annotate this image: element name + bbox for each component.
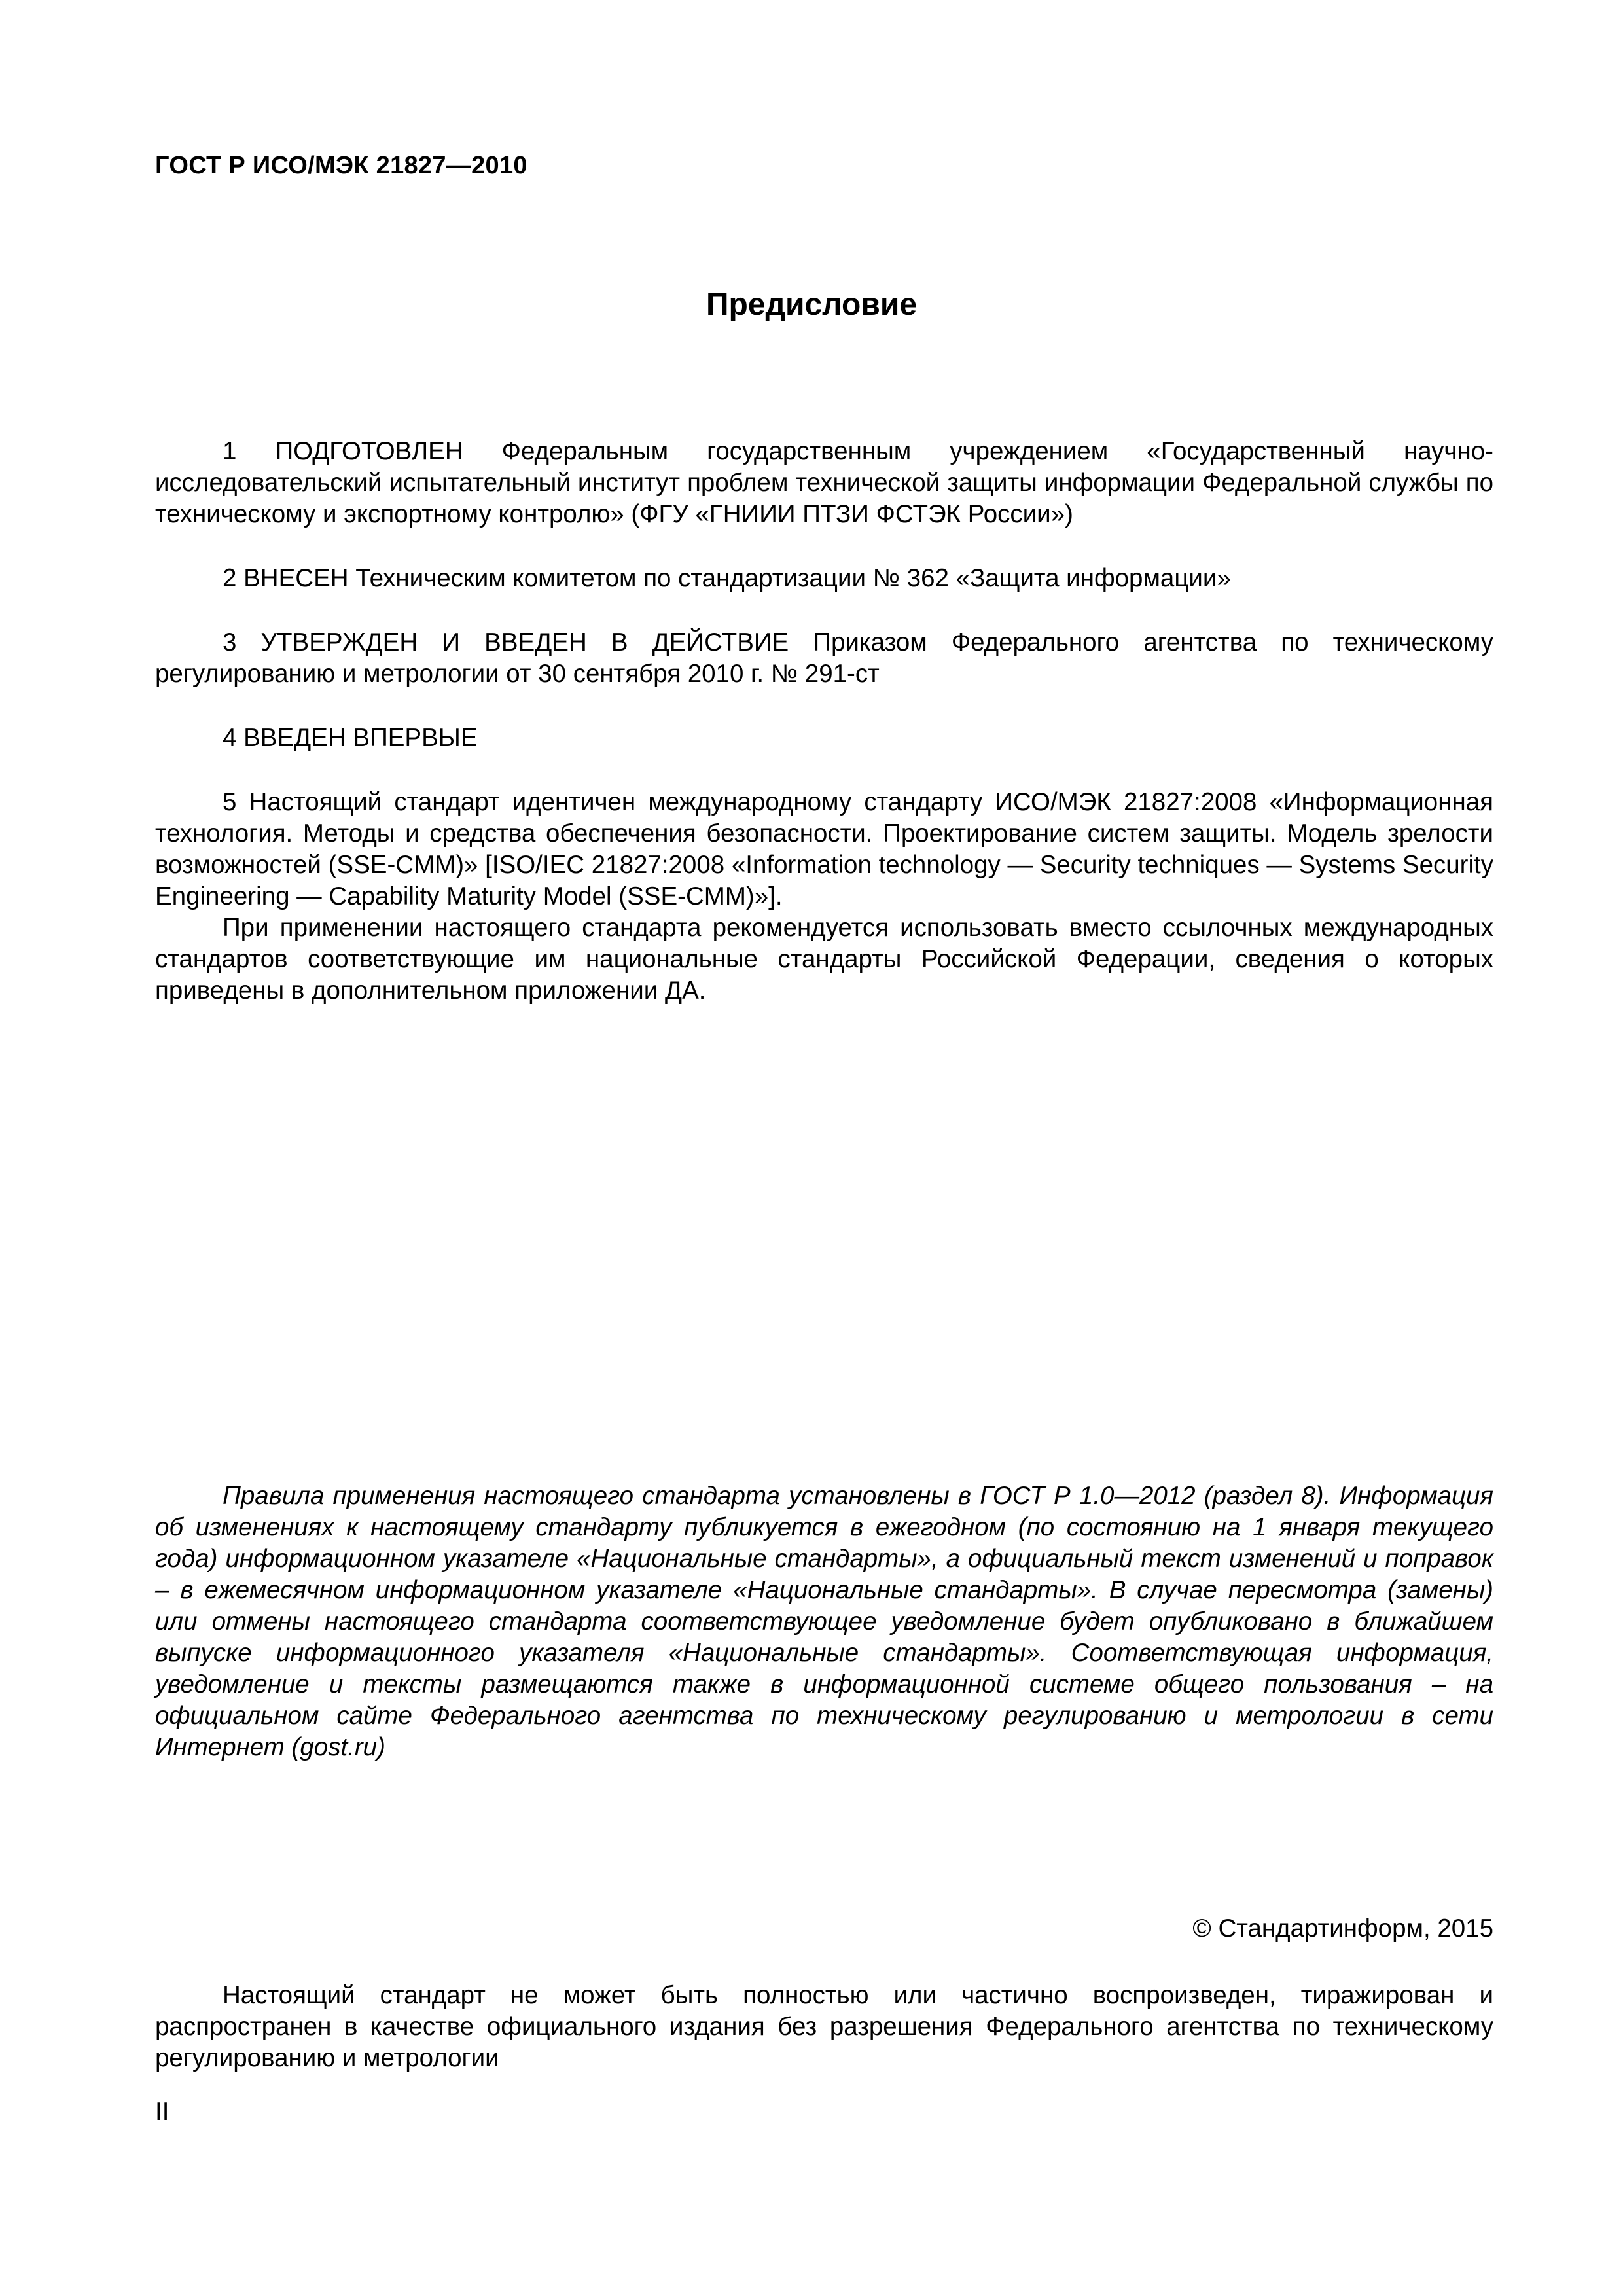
foreword-item-1: 1 ПОДГОТОВЛЕН Федеральным государственным учреждением «Государственный научно-исследовательский испытательный институт проблем технической защиты информации Федеральной службы по техническому и экспортному контролю» (ФГУ «ГНИИИ ПТЗИ ФСТЭК России») bbox=[155, 437, 1493, 528]
usage-rules-notice bbox=[155, 1480, 1493, 1763]
foreword-item-3: 3 УТВЕРЖДЕН И ВВЕДЕН В ДЕЙСТВИЕ Приказом Федерального агентства по техническому регулированию и метрологии от 30 сентября 2010 г. № 291-ст bbox=[155, 628, 1493, 688]
usage-rules-text: Правила применения настоящего стандарта установлены в ГОСТ Р 1.0—2012 (раздел 8). Информация об изменениях к настоящему стандарту публикуется в ежегодном (по состоянию на 1 января текущего года) информационном указателе «Национальные стандарты», а официальный текст изменений и поправок – в ежемесячном информационном указателе «Национальные стандарты». В случае пересмотра (замены) или отмены настоящего стандарта соответствующее уведомление будет опубликовано в ближайшем выпуске информационного указателя «Национальные стандарты». Соответствующая информация, уведомление и тексты размещаются также в информационной системе общего пользования – на официальном сайте Федерального агентства по техническому регулированию и метрологии в сети Интернет (gost.ru) bbox=[155, 1482, 1493, 1761]
reproduction-rights-text: Настоящий стандарт не может быть полностью или частично воспроизведен, тиражирован и распространен в качестве официального издания без разрешения Федерального агентства по техническому регулированию и метрологии bbox=[155, 1981, 1493, 2072]
foreword-body bbox=[155, 436, 1493, 1007]
foreword-item-2: 2 ВНЕСЕН Техническим комитетом по стандартизации № 362 «Защита информации» bbox=[223, 564, 1231, 592]
page-title: Предисловие bbox=[705, 287, 918, 322]
foreword-item-4: 4 ВВЕДЕН ВПЕРВЫЕ bbox=[223, 724, 478, 752]
page-number: II bbox=[155, 2098, 169, 2126]
foreword-item-5: 5 Настоящий стандарт идентичен международному стандарту ИСО/МЭК 21827:2008 «Информационная технология. Методы и средства обеспечения безопасности. Проектирование систем защиты. Модель зрелости возможностей (SSE-CMM)» [ISO/IEC 21827:2008 «Information technology — Security techniques — Systems Security Engineering — Capability Maturity Model (SSE-CMM)»]. bbox=[155, 788, 1493, 910]
foreword-item-5-note: При применении настоящего стандарта рекомендуется использовать вместо ссылочных международных стандартов соответствующие им национальные стандарты Российской Федерации, сведения о которых приведены в дополнительном приложении ДА. bbox=[155, 914, 1493, 1005]
reproduction-rights bbox=[155, 1980, 1493, 2074]
document-id-header: ГОСТ Р ИСО/МЭК 21827—2010 bbox=[155, 152, 527, 179]
copyright-line: © Стандартинформ, 2015 bbox=[1192, 1914, 1493, 1943]
